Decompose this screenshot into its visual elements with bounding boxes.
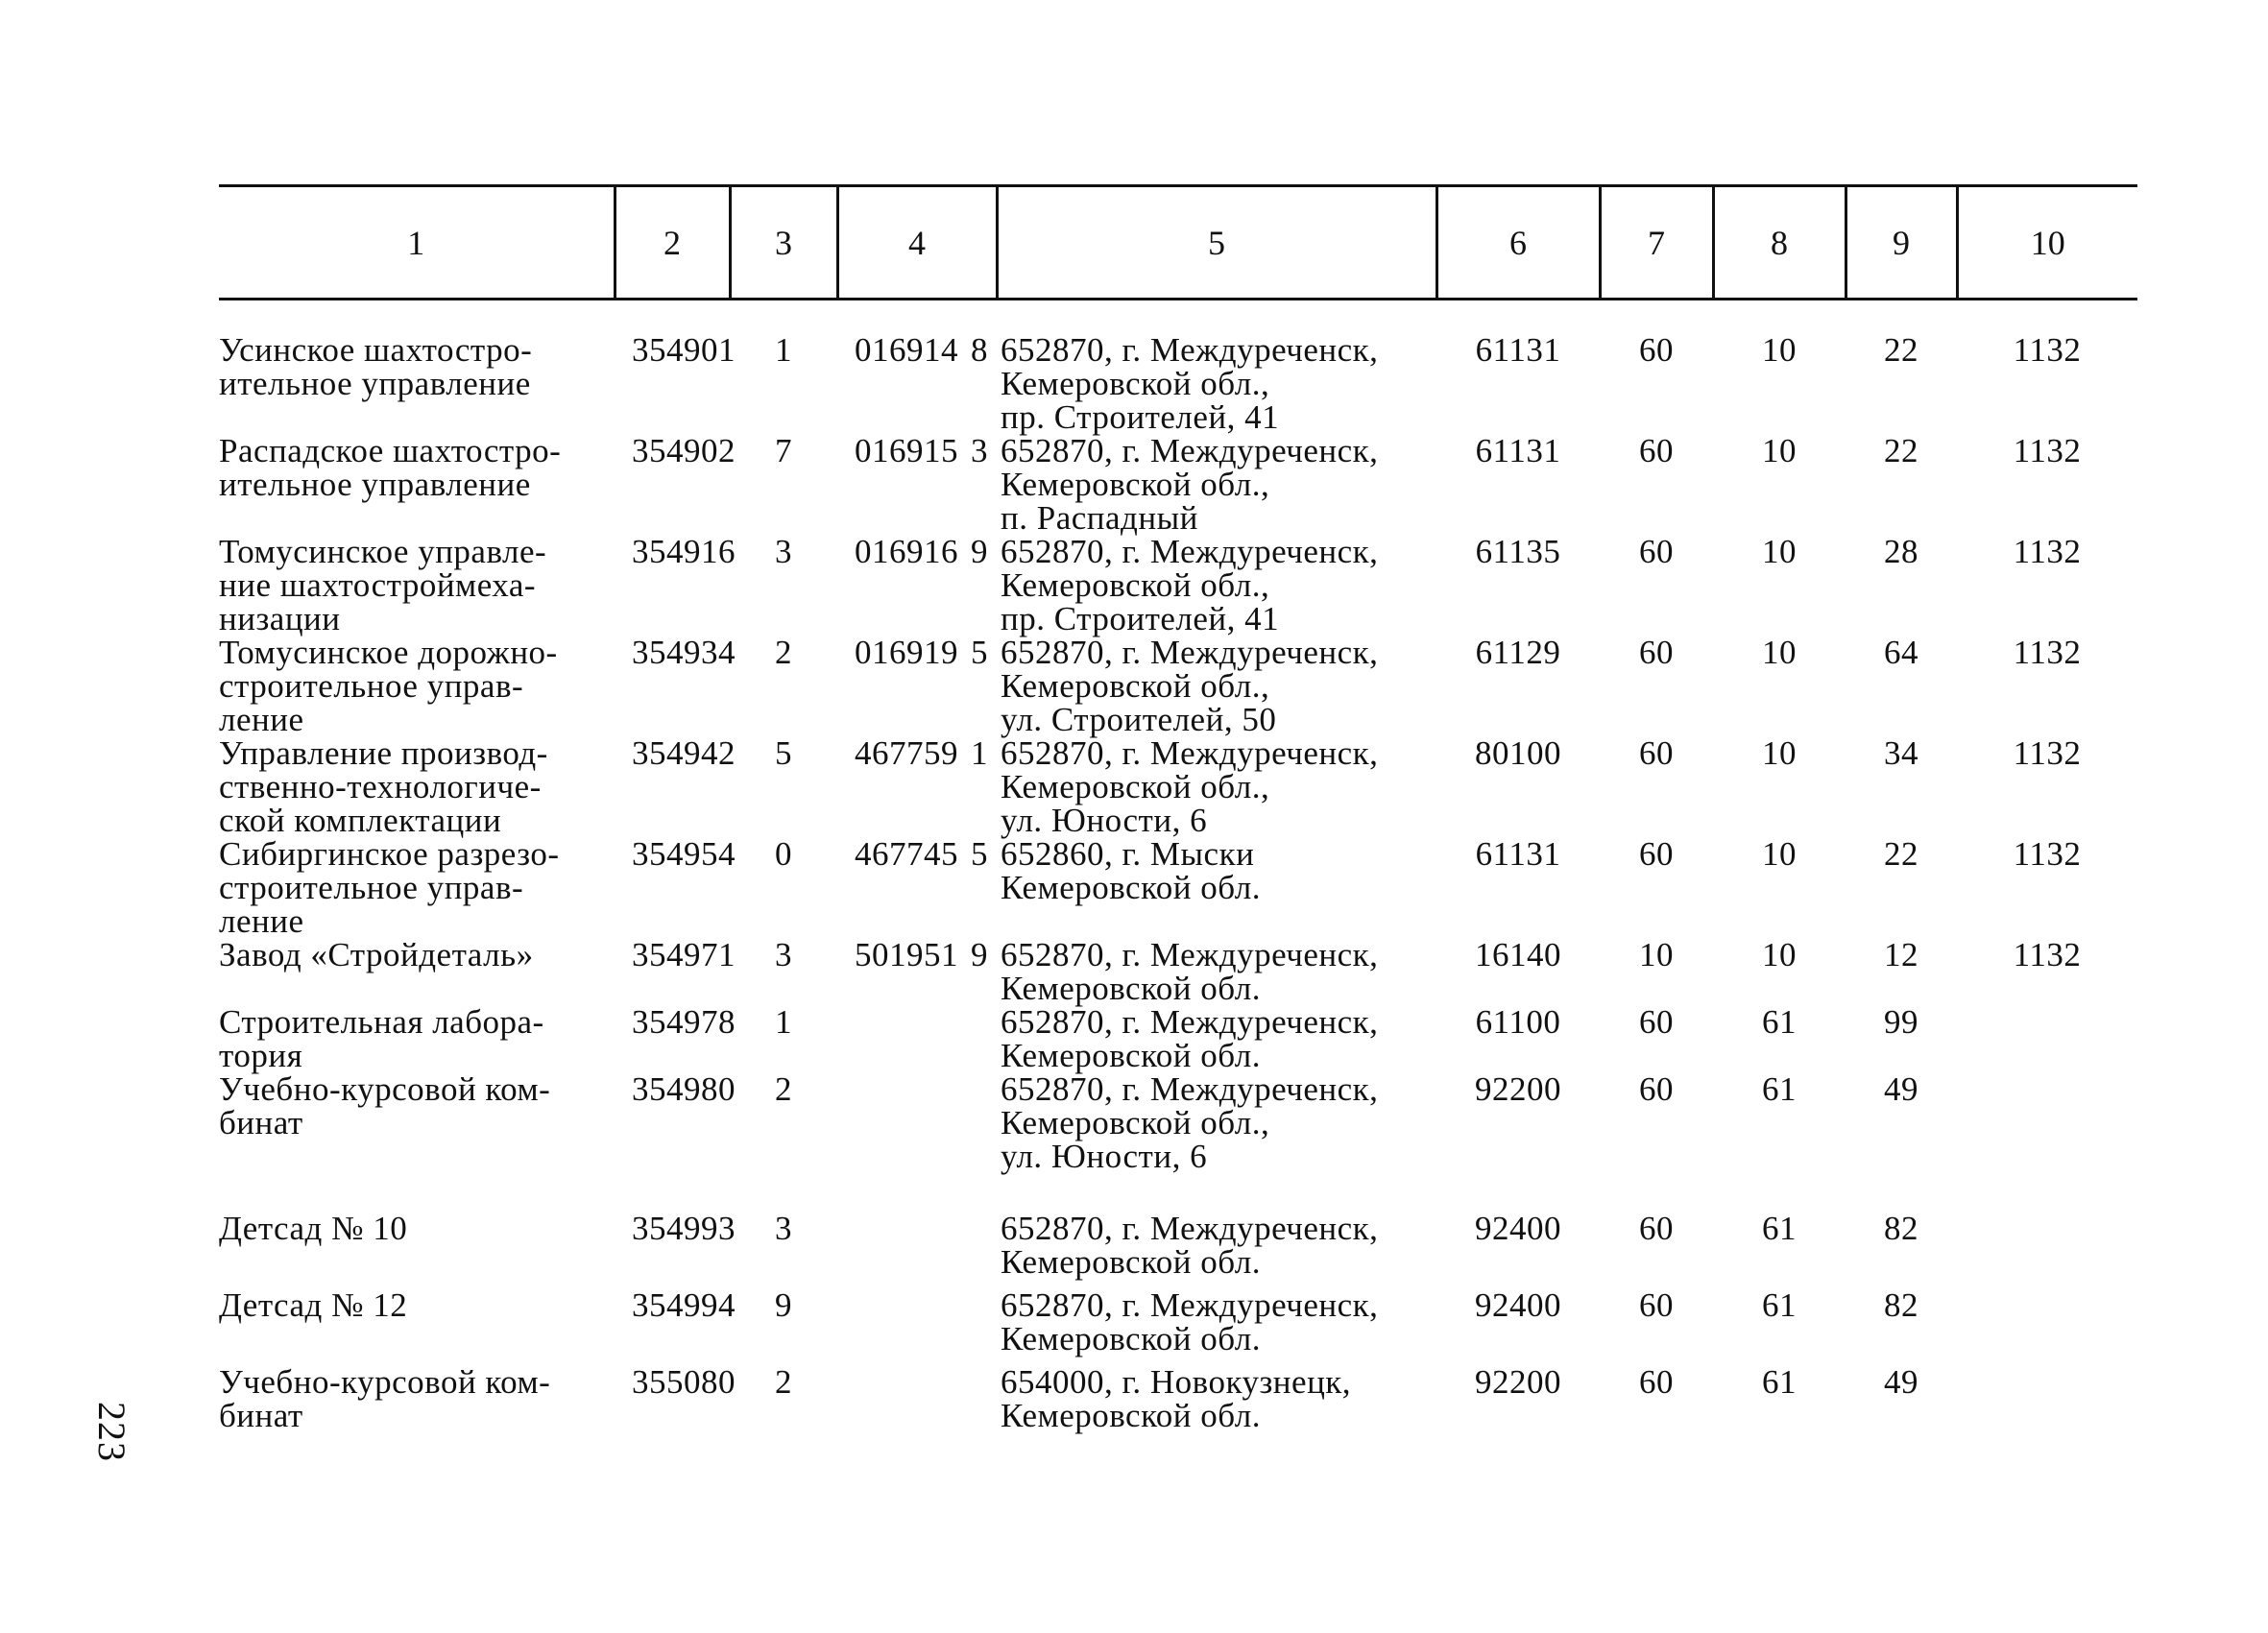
code-cell: 1132	[2013, 533, 2082, 570]
organization-name-line: Детсад № 10	[219, 1210, 408, 1247]
address-cell-line: 652870, г. Междуреченск,	[1001, 331, 1379, 369]
code-cell: 61	[1762, 1070, 1797, 1108]
code-cell: 10	[1762, 432, 1797, 469]
check-digit-cell	[962, 1005, 997, 1072]
check-digit-cell: 1	[971, 734, 988, 772]
address-cell-line: пр. Строителей, 41	[1001, 398, 1280, 436]
address-cell-line: ул. Юности, 6	[1001, 802, 1208, 839]
check-digit-cell: 3	[775, 533, 792, 570]
code-cell: 501951	[855, 936, 958, 973]
code-cell: 61129	[1475, 634, 1561, 671]
address-cell	[997, 1212, 1436, 1288]
code-cell: 61131	[1475, 835, 1561, 873]
code-cell: 64	[1884, 634, 1918, 671]
code-cell: 354916	[632, 533, 736, 570]
table-row	[219, 535, 2137, 636]
code-cell	[837, 1365, 962, 1432]
address-cell-line: Кемеровской обл.	[1001, 970, 1261, 1007]
code-cell: 28	[1884, 533, 1918, 570]
code-cell: 10	[1639, 936, 1674, 973]
organization-name-line: Усинское шахтостро-	[219, 331, 533, 369]
column-header-row	[219, 186, 2137, 300]
code-cell: 10	[1762, 936, 1797, 973]
check-digit-cell: 0	[775, 835, 792, 873]
code-cell: 49	[1884, 1363, 1918, 1401]
check-digit-cell: 5	[971, 835, 988, 873]
organization-name-line: ительное управление	[219, 365, 531, 402]
address-cell	[997, 636, 1436, 736]
code-cell: 60	[1639, 432, 1674, 469]
code-cell: 1132	[2013, 936, 2082, 973]
table-row	[219, 1212, 2137, 1288]
organization-name-line: Распадское шахтостро-	[219, 432, 562, 469]
address-cell-line: Кемеровской обл.,	[1001, 466, 1270, 503]
code-cell: 82	[1884, 1210, 1918, 1247]
address-cell-line: 654000, г. Новокузнецк,	[1001, 1363, 1352, 1401]
check-digit-cell	[962, 1072, 997, 1212]
code-cell: 60	[1639, 331, 1674, 369]
check-digit-cell: 3	[775, 936, 792, 973]
code-cell: 10	[1762, 533, 1797, 570]
organization-name-line: Управление производ-	[219, 734, 548, 772]
address-cell-line: 652870, г. Междуреченск,	[1001, 1003, 1379, 1041]
organization-name-line: бинат	[219, 1397, 303, 1434]
code-cell	[1957, 1212, 2137, 1288]
address-cell-line: 652870, г. Междуреченск,	[1001, 734, 1379, 772]
code-cell: 467759	[855, 734, 958, 772]
code-cell: 61	[1762, 1363, 1797, 1401]
organization-name	[219, 1005, 615, 1072]
code-cell: 61	[1762, 1210, 1797, 1247]
organization-name-line: Томусинское дорожно-	[219, 634, 558, 671]
code-cell: 10	[1762, 835, 1797, 873]
table-row	[219, 434, 2137, 535]
code-cell: 49	[1884, 1070, 1918, 1108]
code-cell: 22	[1884, 432, 1918, 469]
code-cell: 354994	[632, 1286, 736, 1324]
address-cell-line: Кемеровской обл.	[1001, 1320, 1261, 1357]
address-cell-line: 652870, г. Междуреченск,	[1001, 1286, 1379, 1324]
column-header: 8	[1713, 186, 1846, 300]
organization-name-line: тория	[219, 1037, 303, 1074]
table-row	[219, 837, 2137, 938]
address-cell-line: Кемеровской обл.,	[1001, 566, 1270, 604]
table-row	[219, 636, 2137, 736]
address-cell-line: Кемеровской обл.	[1001, 1397, 1261, 1434]
organization-name-line: ние шахтостроймеха-	[219, 566, 537, 604]
table-row	[219, 1288, 2137, 1365]
address-cell	[997, 1288, 1436, 1365]
table-row	[219, 300, 2137, 435]
code-cell: 60	[1639, 634, 1674, 671]
code-cell: 10	[1762, 331, 1797, 369]
address-cell-line: 652870, г. Междуреченск,	[1001, 432, 1379, 469]
code-cell: 354978	[632, 1003, 736, 1041]
address-cell	[997, 837, 1436, 938]
address-cell-line: Кемеровской обл.	[1001, 869, 1261, 906]
code-cell: 92400	[1475, 1286, 1561, 1324]
code-cell: 60	[1639, 1003, 1674, 1041]
address-cell	[997, 434, 1436, 535]
address-cell	[997, 1072, 1436, 1212]
table-row	[219, 1005, 2137, 1072]
organization-name-line: Сибиргинское разрезо-	[219, 835, 560, 873]
organization-name-line: бинат	[219, 1104, 303, 1141]
check-digit-cell: 9	[971, 533, 988, 570]
address-cell-line: 652870, г. Междуреченск,	[1001, 634, 1379, 671]
organization-name-line: ление	[219, 701, 304, 738]
column-header: 1	[219, 186, 615, 300]
organization-name-line: Детсад № 12	[219, 1286, 408, 1324]
code-cell: 82	[1884, 1286, 1918, 1324]
code-cell: 354942	[632, 734, 736, 772]
code-cell: 10	[1762, 734, 1797, 772]
check-digit-cell: 5	[971, 634, 988, 671]
code-cell: 354954	[632, 835, 736, 873]
code-cell: 99	[1884, 1003, 1918, 1041]
check-digit-cell: 5	[775, 734, 792, 772]
code-cell: 60	[1639, 1286, 1674, 1324]
code-cell: 12	[1884, 936, 1918, 973]
code-cell: 016916	[855, 533, 958, 570]
code-cell: 1132	[2013, 835, 2082, 873]
code-cell	[837, 1072, 962, 1212]
code-cell: 354980	[632, 1070, 736, 1108]
organization-name-line: Учебно-курсовой ком-	[219, 1363, 551, 1401]
code-cell: 61100	[1475, 1003, 1561, 1041]
address-cell-line: ул. Строителей, 50	[1001, 701, 1277, 738]
organization-name	[219, 1212, 615, 1288]
organization-name	[219, 300, 615, 435]
organization-name	[219, 1365, 615, 1432]
code-cell: 22	[1884, 331, 1918, 369]
organization-name	[219, 837, 615, 938]
check-digit-cell: 8	[971, 331, 988, 369]
code-cell: 10	[1762, 634, 1797, 671]
check-digit-cell: 3	[971, 432, 988, 469]
code-cell: 354934	[632, 634, 736, 671]
address-cell	[997, 535, 1436, 636]
check-digit-cell: 2	[775, 634, 792, 671]
organization-name-line: строительное управ-	[219, 869, 524, 906]
code-cell: 61	[1762, 1003, 1797, 1041]
code-cell: 60	[1639, 1363, 1674, 1401]
column-header: 7	[1600, 186, 1713, 300]
column-header: 4	[837, 186, 997, 300]
code-cell: 355080	[632, 1363, 736, 1401]
organizations-table	[219, 184, 2137, 1432]
address-cell	[997, 736, 1436, 837]
code-cell: 60	[1639, 734, 1674, 772]
code-cell: 467745	[855, 835, 958, 873]
code-cell: 61135	[1475, 533, 1561, 570]
code-cell: 80100	[1475, 734, 1561, 772]
organization-name-line: ление	[219, 902, 304, 940]
table-row	[219, 736, 2137, 837]
organization-name	[219, 535, 615, 636]
address-cell-line: 652870, г. Междуреченск,	[1001, 1070, 1379, 1108]
address-cell-line: 652870, г. Междуреченск,	[1001, 533, 1379, 570]
organization-name	[219, 1072, 615, 1212]
column-header: 9	[1846, 186, 1957, 300]
address-cell-line: 652870, г. Междуреченск,	[1001, 936, 1379, 973]
code-cell: 354902	[632, 432, 736, 469]
check-digit-cell: 3	[775, 1210, 792, 1247]
code-cell: 60	[1639, 1070, 1674, 1108]
address-cell-line: 652870, г. Междуреченск,	[1001, 1210, 1379, 1247]
column-header: 10	[1957, 186, 2137, 300]
address-cell-line: пр. Строителей, 41	[1001, 600, 1280, 637]
address-cell-line: Кемеровской обл.,	[1001, 1104, 1270, 1141]
code-cell: 92400	[1475, 1210, 1561, 1247]
code-cell: 61131	[1475, 432, 1561, 469]
code-cell	[1957, 1072, 2137, 1212]
code-cell	[1957, 1288, 2137, 1365]
check-digit-cell: 1	[775, 331, 792, 369]
organization-name-line: Завод «Стройдеталь»	[219, 936, 534, 973]
code-cell: 92200	[1475, 1070, 1561, 1108]
code-cell: 016915	[855, 432, 958, 469]
code-cell: 60	[1639, 1210, 1674, 1247]
organization-name-line: низации	[219, 600, 341, 637]
organization-name-line: Учебно-курсовой ком-	[219, 1070, 551, 1108]
organization-name-line: ительное управление	[219, 466, 531, 503]
code-cell	[837, 1288, 962, 1365]
code-cell: 34	[1884, 734, 1918, 772]
code-cell: 16140	[1475, 936, 1561, 973]
address-cell-line: 652860, г. Мыски	[1001, 835, 1255, 873]
check-digit-cell: 2	[775, 1363, 792, 1401]
code-cell: 61	[1762, 1286, 1797, 1324]
address-cell-line: Кемеровской обл.,	[1001, 768, 1270, 805]
organization-name-line: ской комплектации	[219, 802, 502, 839]
code-cell: 1132	[2013, 432, 2082, 469]
address-cell	[997, 1005, 1436, 1072]
column-header: 5	[997, 186, 1436, 300]
address-cell-line: Кемеровской обл.	[1001, 1037, 1261, 1074]
table-row	[219, 938, 2137, 1005]
table-row	[219, 1365, 2137, 1432]
code-cell	[837, 1005, 962, 1072]
column-header: 3	[730, 186, 837, 300]
address-cell	[997, 300, 1436, 435]
code-cell	[1957, 1365, 2137, 1432]
code-cell	[1957, 1005, 2137, 1072]
table-row	[219, 1072, 2137, 1212]
code-cell: 60	[1639, 835, 1674, 873]
check-digit-cell	[962, 1288, 997, 1365]
check-digit-cell	[962, 1212, 997, 1288]
address-cell	[997, 938, 1436, 1005]
organization-name	[219, 1288, 615, 1365]
code-cell: 1132	[2013, 331, 2082, 369]
organization-name-line: строительное управ-	[219, 667, 524, 705]
address-cell-line: п. Распадный	[1001, 499, 1198, 537]
table-body	[219, 300, 2137, 1433]
code-cell	[837, 1212, 962, 1288]
organization-name-line: Строительная лабора-	[219, 1003, 544, 1041]
address-cell	[997, 1365, 1436, 1432]
organization-name	[219, 938, 615, 1005]
code-cell: 016914	[855, 331, 958, 369]
code-cell: 92200	[1475, 1363, 1561, 1401]
organization-name	[219, 736, 615, 837]
check-digit-cell: 9	[775, 1286, 792, 1324]
organization-name-line: ственно-технологиче-	[219, 768, 542, 805]
organization-name-line: Томусинское управле-	[219, 533, 547, 570]
column-header: 2	[615, 186, 730, 300]
code-cell: 61131	[1475, 331, 1561, 369]
code-cell: 016919	[855, 634, 958, 671]
check-digit-cell: 2	[775, 1070, 792, 1108]
code-cell: 354901	[632, 331, 736, 369]
check-digit-cell	[962, 1365, 997, 1432]
code-cell: 22	[1884, 835, 1918, 873]
code-cell: 60	[1639, 533, 1674, 570]
organization-name	[219, 636, 615, 736]
address-cell-line: ул. Юности, 6	[1001, 1138, 1208, 1175]
code-cell: 354971	[632, 936, 736, 973]
address-cell-line: Кемеровской обл.,	[1001, 667, 1270, 705]
code-cell: 1132	[2013, 734, 2082, 772]
organization-name	[219, 434, 615, 535]
code-cell: 354993	[632, 1210, 736, 1247]
address-cell-line: Кемеровской обл.	[1001, 1243, 1261, 1281]
column-header: 6	[1436, 186, 1600, 300]
check-digit-cell: 7	[775, 432, 792, 469]
check-digit-cell: 1	[775, 1003, 792, 1041]
code-cell: 1132	[2013, 634, 2082, 671]
check-digit-cell: 9	[971, 936, 988, 973]
page-number: 223	[90, 1402, 133, 1462]
address-cell-line: Кемеровской обл.,	[1001, 365, 1270, 402]
